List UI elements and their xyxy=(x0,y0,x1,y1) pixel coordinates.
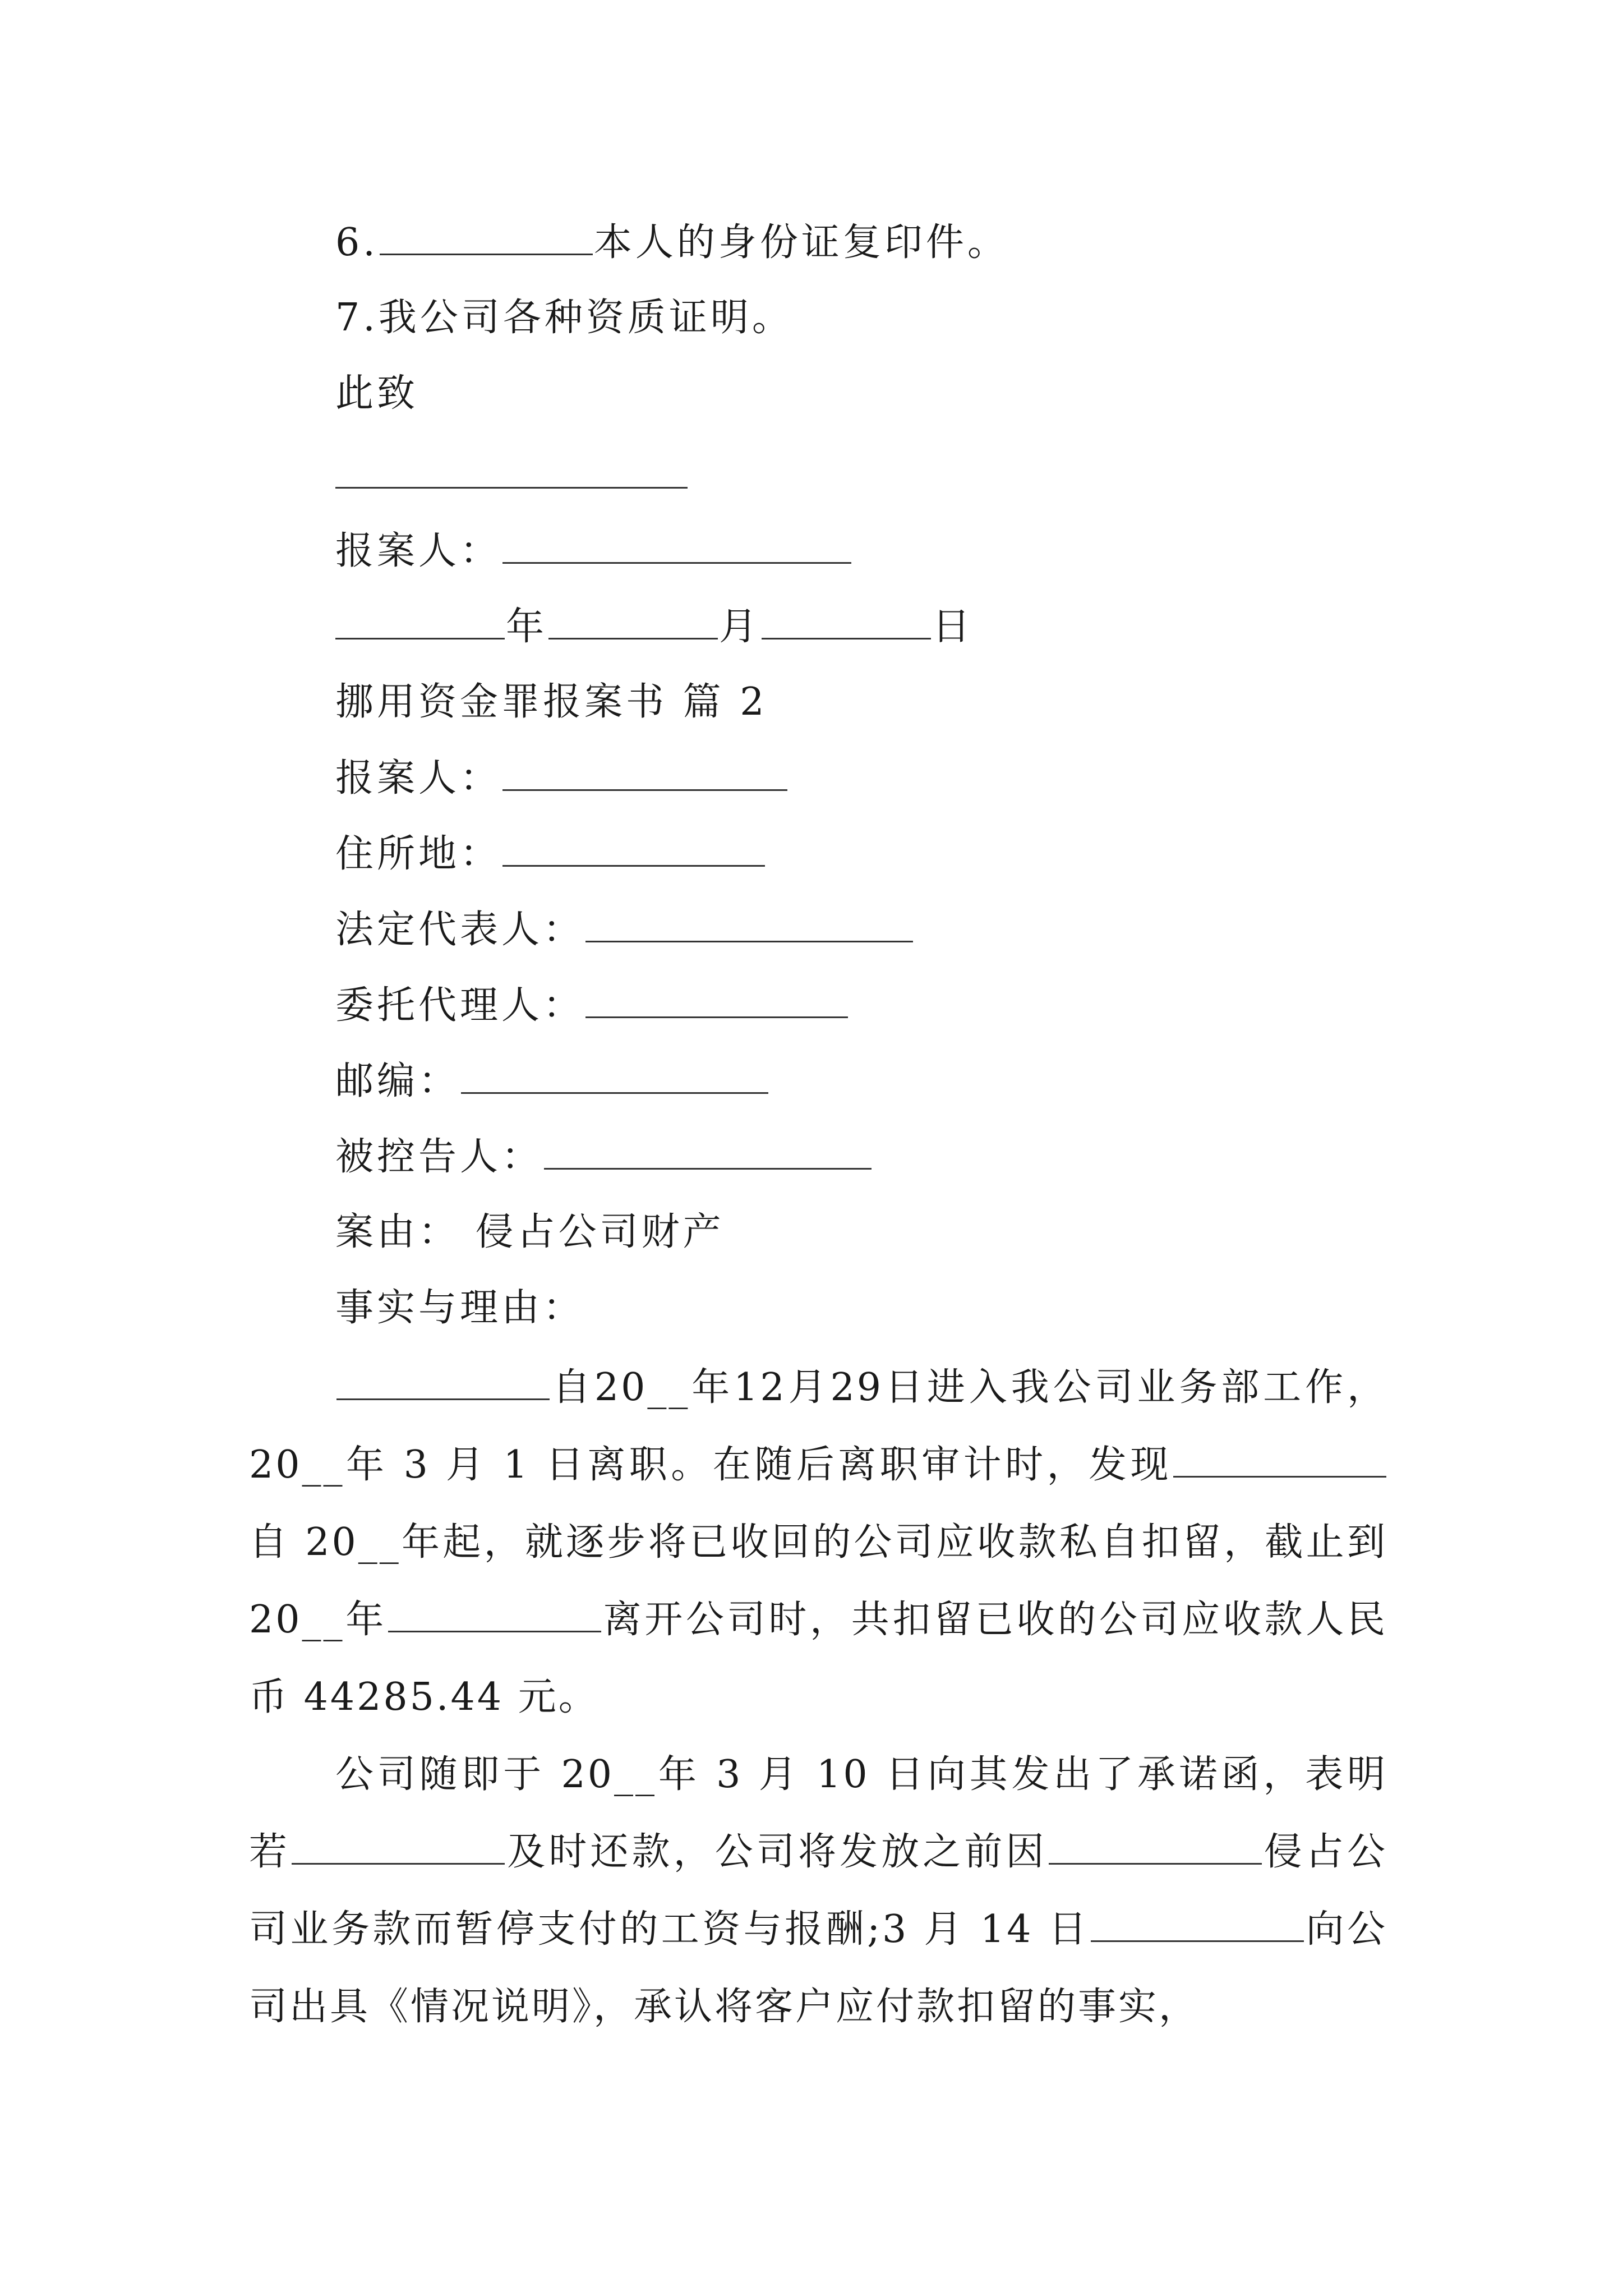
closing-text: 此致 xyxy=(335,371,419,416)
item-7: 7.我公司各种资质证明。 xyxy=(335,296,794,340)
field-postcode xyxy=(335,1059,769,1104)
paragraph-2-part-1: 公司随即于 20__年 3 月 10 日向其发出了承诺函，表明若 xyxy=(249,1752,1387,1874)
field-cause xyxy=(335,1210,725,1255)
facts-paragraph-1 xyxy=(249,1349,1387,1736)
paragraph-1-part-3: 离开公司时，共扣留已收的公司应收款人民币 44285.44 元。 xyxy=(249,1598,1387,1719)
field-agent-label: 委托代理人： xyxy=(335,983,585,1028)
blank-field xyxy=(380,220,593,255)
paragraph-2-part-3: 侵占公司业务款而暂停支付的工资与报酬;3 月 14 日 xyxy=(249,1830,1387,1952)
item-6-text: 本人的身份证复印件。 xyxy=(593,220,1009,265)
field-cause-label: 案由： xyxy=(335,1210,460,1254)
blank-field xyxy=(544,1134,872,1170)
field-accused-label: 被控告人： xyxy=(335,1135,543,1179)
field-postcode-label: 邮编： xyxy=(335,1059,460,1103)
field-agent xyxy=(335,983,849,1028)
blank-field xyxy=(292,1829,505,1865)
blank-field xyxy=(585,907,913,942)
signature-reporter xyxy=(335,528,852,574)
recipient-blank xyxy=(335,487,688,489)
month-label: 月 xyxy=(719,605,761,649)
field-accused xyxy=(335,1134,873,1180)
blank-field xyxy=(335,604,505,639)
blank-field xyxy=(461,1059,768,1094)
blank-field xyxy=(1173,1442,1386,1478)
field-reporter-label: 报案人： xyxy=(335,756,502,800)
field-address-label: 住所地： xyxy=(335,832,502,876)
field-address xyxy=(335,831,766,877)
section-title: 挪用资金罪报案书 篇 2 xyxy=(335,680,768,724)
blank-field xyxy=(388,1597,601,1632)
paragraph-2-part-2: 及时还款，公司将发放之前因 xyxy=(506,1830,1048,1874)
field-reporter xyxy=(335,756,789,801)
field-legal-rep-label: 法定代表人： xyxy=(335,908,585,952)
blank-field xyxy=(585,983,848,1018)
signature-date xyxy=(335,604,974,650)
blank-field xyxy=(548,604,718,639)
paragraph-2-part-4: 向公司出具《情况说明》，承认将客户应付款扣留的事实， xyxy=(249,1907,1387,2029)
paragraph-1-part-2: 自 20__年起，就逐步将已收回的公司应收款私自扣留，截止到 20__年 xyxy=(249,1520,1387,1642)
blank-field xyxy=(1091,1907,1304,1942)
blank-field xyxy=(502,831,765,867)
year-label: 年 xyxy=(506,605,548,649)
facts-label: 事实与理由： xyxy=(335,1286,585,1330)
facts-paragraph-2 xyxy=(249,1736,1387,2046)
blank-field xyxy=(502,528,851,564)
item-6-number: 6. xyxy=(335,220,379,265)
item-6 xyxy=(335,220,1009,265)
day-label: 日 xyxy=(932,605,974,649)
field-legal-rep xyxy=(335,907,914,953)
field-cause-value: 侵占公司财产 xyxy=(475,1210,725,1254)
paragraph-1-part-1: 自20__年12月29日进入我公司业务部工作，20__年 3 月 1 日离职。在随后离职审计时，发现 xyxy=(249,1365,1387,1487)
blank-field xyxy=(762,604,931,639)
signature-reporter-label: 报案人： xyxy=(335,529,502,573)
blank-field xyxy=(1049,1829,1262,1865)
blank-field xyxy=(502,756,787,791)
blank-field xyxy=(336,1365,550,1400)
